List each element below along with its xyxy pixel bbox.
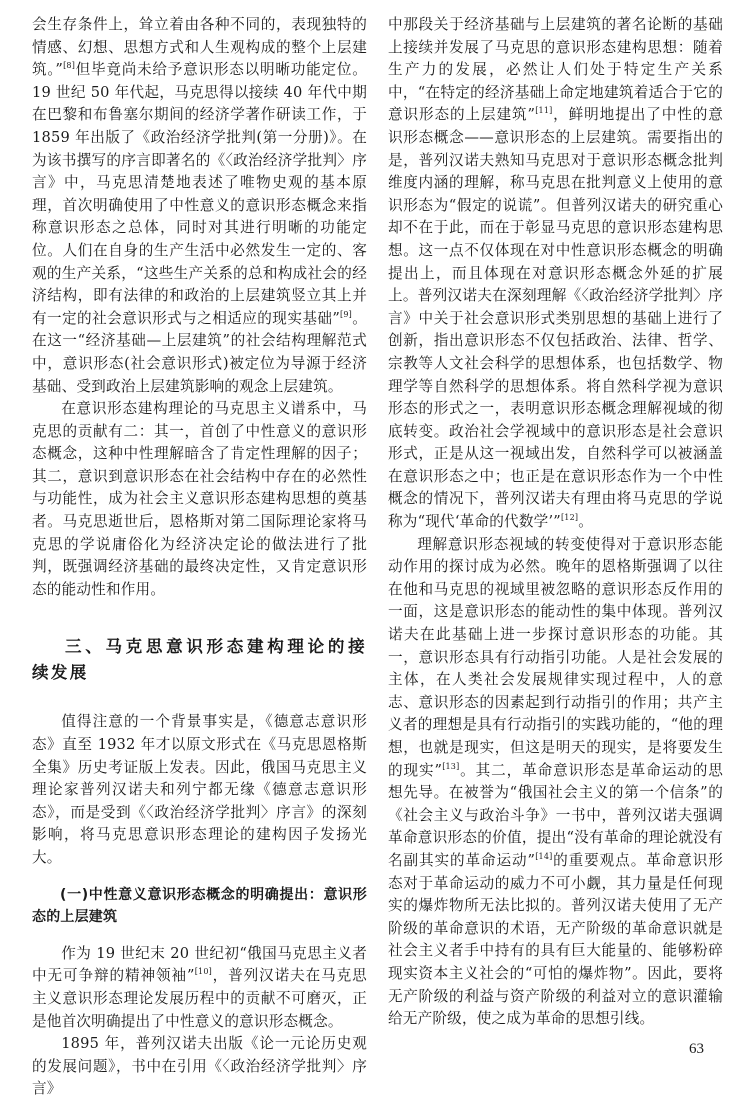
footnote-ref-14[interactable]: [14] [535,851,553,861]
footnote-ref-9[interactable]: [9] [340,309,352,319]
text: 。其二，革命意识形态是革命运动的思想先导。在被誉为“俄国社会主义的第一个信条”的《社会主义与政治斗争》一书中，普列汉诺夫强调革命意识形态的价值，提出“没有革命的理论就没有名副其实的革命运动” [388,761,724,869]
paragraph-1895-start: 1895 年，普列汉诺夫出版《论一元论历史观的发展问题》，书中在引用《〈政治经济学批判〉序言》 [32,1035,367,1098]
paragraph-marx-contribution: 在意识形态建构理论的马克思主义谱系中，马克思的贡献有二：其一，首创了中性意义的意识形态概念，这种中性理解暗含了肯定性理解的因子；其二，意识到意识形态在社会结构中存在的必然性与功能性，成为社会主义意识形态建构思想的奠基者。马克思逝世后，恩格斯对第二国际理论家将马克思的学说庸俗化为经济决定论的做法进行了批判，既强调经济基础的最终决定性，又肯定意识形态的能动性和作用。 [32,400,367,598]
footnote-ref-13[interactable]: [13] [442,761,460,771]
paragraph-background: 值得注意的一个背景事实是，《德意志意识形态》直至 1932 年才以原文形式在《马克思恩格斯全集》历史考证版上发表。因此，俄国马克思主义理论家普列汉诺夫和列宁都无缘《德意志意识形态》，而是受到《〈政治经济学批判〉序言》的深刻影响，将马克思意识形态理论的建构因子发扬光大。 [32,713,367,866]
text: 作为 19 世纪末 20 世纪初“俄国马克思主义者中无可争辩的精神领袖” [32,944,367,985]
subsection-title: (一)中性意义意识形态概念的明确提出：意识形态的上层建筑 [32,886,367,926]
text: 。在这一“经济基础—上层建筑”的社会结构理解范式中，意识形态(社会意识形式)被定位为导源于经济基础、受到政治上层建筑影响的观念上层建筑。 [32,309,368,395]
text: 。 [578,513,593,531]
footnote-ref-11[interactable]: [11] [535,106,553,116]
left-column [32,14,367,1101]
text: ，普列汉诺夫在马克思主义意识形态理论发展历程中的贡献不可磨灭，正是他首次明确提出了中性意义的意识形态概念。 [32,967,367,1030]
text: 会生存条件上，耸立着由各种不同的，表现独特的情感、幻想、思想方式和人生观构成的整个上层建筑。” [32,16,367,79]
right-column [388,14,723,1031]
page-number: 63 [689,1041,704,1057]
paragraph-ideology-function [388,534,723,1031]
text: 但毕竟尚未给予意识形态以明晰功能定位。19 世纪 50 年代起，马克思得以接续 40 年代中期在巴黎和布鲁塞尔期间的经济学著作研读工作，于 1859 年出版了《政治经济学批判(第一分册)》。在为该书撰写的序言即著名的《〈政治经济学批判〉序言》中，马克思清楚地表述了唯物史观的基本原理，首次明确使用了中性意义的意识形态概念来指称意识形态之总体，同时对其进行明晰的功能定位。人们在自身的生产生活中必然发生一定的、客观的生产关系，“这些生产关系的总和构成社会的经济结构，即有法律的和政治的上层建筑竖立其上并有一定的社会意识形式与之相适应的现实基础” [32,61,367,327]
paragraph-1895-continued [388,14,723,534]
text: 的重要观点。革命意识形态对于革命运动的威力不可小觑，其力量是任何现实的爆炸物所无法比拟的。普列汉诺夫使用了无产阶级的革命意识的术语，无产阶级的革命意识就是社会主义者手中持有的具有巨大能量的、能够粉碎现实资本主义社会的“可怕的爆炸物”。因此，要将无产阶级的利益与资产阶级的利益对立的意识灌输给无产阶级，使之成为革命的思想引线。 [388,851,724,1028]
text: ，鲜明地提出了中性的意识形态概念——意识形态的上层建筑。需要指出的是，普列汉诺夫熟知马克思对于意识形态概念批判维度内涵的理解，称马克思在批判意义上使用的意识形态为“假定的说谎”。但普列汉诺夫的研究重心却不在于此，而在于彰显马克思的意识形态建构思想。这一点不仅体现在对中性意识形态概念的明确提出上，而且体现在对意识形态概念外延的扩展上。普列汉诺夫在深刻理解《〈政治经济学批判〉序言》中关于社会意识形式类别思想的基础上进行了创新，指出意识形态不仅包括政治、法律、哲学、宗教等人文社会科学的思想体系，也包括数学、物理学等自然科学的思想体系。将自然科学视为意识形态的形式之一，表明意识形态概念理解视域的彻底转变。政治社会学视域中的意识形态是社会意识形式，正是从这一视域出发，自然科学可以被涵盖在意识形态之中；也正是在意识形态作为一个中性概念的情况下，普列汉诺夫有理由将马克思的学说称为“现代‘革命的代数学’” [388,106,724,531]
footnote-ref-8[interactable]: [8] [63,61,76,71]
text: 理解意识形态视域的转变使得对于意识形态能动作用的探讨成为必然。晚年的恩格斯强调了以往在他和马克思的视域里被忽略的意识形态反作用的一面，这是意识形态的能动性的集中体现。普列汉诺夫在此基础上进一步探讨意识形态的功能。其一，意识形态具有行动指引功能。人是社会发展的主体，在人类社会发展规律实现过程中，人的意志、意识形态的因素起到行动指引的作用；共产主义者的理想是具有行动指引的实践功能的，“他的理想，也就是现实，但这是明天的现实，是将要发生的现实” [388,535,723,779]
paragraph-plekhanov [32,943,367,1033]
footnote-ref-10[interactable]: [10] [194,967,212,977]
paragraph-continued [32,14,367,398]
text: 中那段关于经济基础与上层建筑的著名论断的基础上接续并发展了马克思的意识形态建构思想：随着生产力的发展，必然让人们处于特定生产关系中，“在特定的经济基础上命定地建筑着适合于它的意识形态的上层建筑” [388,16,723,124]
footnote-ref-12[interactable]: [12] [560,513,579,523]
section-title: 三、马克思意识形态建构理论的接续发展 [32,637,367,683]
